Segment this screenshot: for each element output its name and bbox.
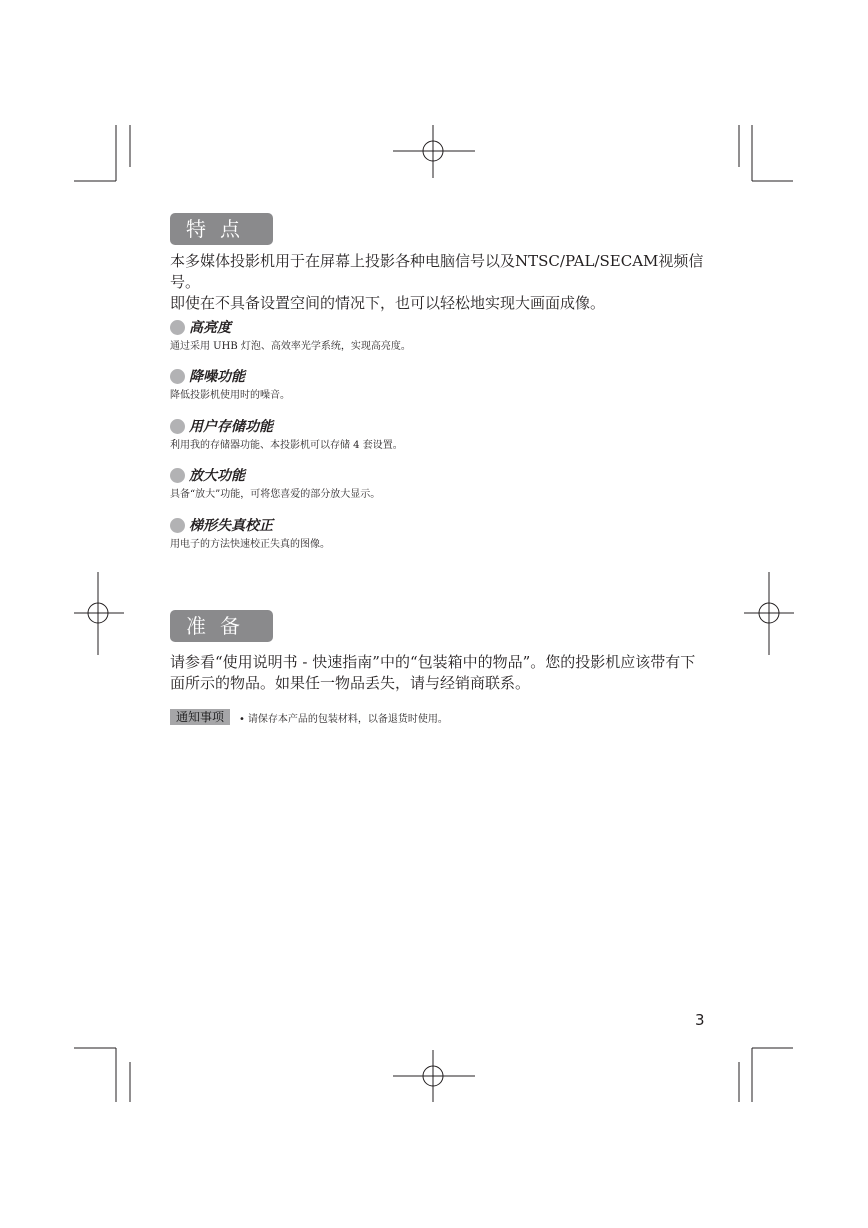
- feature-item: [170, 367, 710, 402]
- preparation-intro: [170, 652, 710, 694]
- page-number: 3: [695, 1011, 705, 1029]
- features-intro: [170, 251, 710, 314]
- bullet-icon: •: [239, 713, 245, 725]
- notice-body: 请保存本产品的包装材料，以备退货时使用。: [247, 713, 448, 725]
- feature-title: 放大功能: [189, 468, 245, 484]
- intro-line: 即使在不具备设置空间的情况下，也可以轻松地实现大画面成像。: [170, 294, 606, 312]
- feature-item: [170, 466, 710, 501]
- feature-desc: 通过采用 UHB 灯泡、高效率光学系统，实现高亮度。: [170, 341, 411, 352]
- feature-item: [170, 318, 710, 353]
- bullet-dot-icon: [170, 369, 185, 384]
- intro-line: 本多媒体投影机用于在屏幕上投影各种电脑信号以及NTSC/PAL/SECAM视频信号。: [170, 252, 704, 291]
- notice-text: [239, 710, 448, 725]
- intro-line: 面所示的物品。如果任一物品丢失，请与经销商联系。: [170, 674, 531, 692]
- feature-desc: 降低投影机使用时的噪音。: [170, 390, 290, 401]
- section-tab-preparation: 准备: [170, 610, 273, 642]
- feature-title: 降噪功能: [189, 369, 245, 385]
- feature-desc: 利用我的存储器功能、本投影机可以存储 4 套设置。: [170, 440, 403, 451]
- bullet-dot-icon: [170, 518, 185, 533]
- intro-line: 请参看“使用说明书 - 快速指南”中的“包装箱中的物品”。您的投影机应该带有下: [170, 653, 696, 671]
- bullet-dot-icon: [170, 320, 185, 335]
- section-tab-features: 特点: [170, 213, 273, 245]
- feature-item: [170, 417, 710, 452]
- feature-title: 高亮度: [189, 320, 231, 336]
- feature-title: 梯形失真校正: [189, 518, 273, 534]
- bullet-dot-icon: [170, 468, 185, 483]
- feature-desc: 用电子的方法快速校正失真的图像。: [170, 539, 330, 550]
- notice: [170, 709, 448, 725]
- feature-item: [170, 516, 710, 551]
- notice-label: 通知事项: [170, 709, 230, 725]
- bullet-dot-icon: [170, 419, 185, 434]
- feature-title: 用户存储功能: [189, 419, 273, 435]
- feature-desc: 具备“放大”功能，可将您喜爱的部分放大显示。: [170, 489, 381, 500]
